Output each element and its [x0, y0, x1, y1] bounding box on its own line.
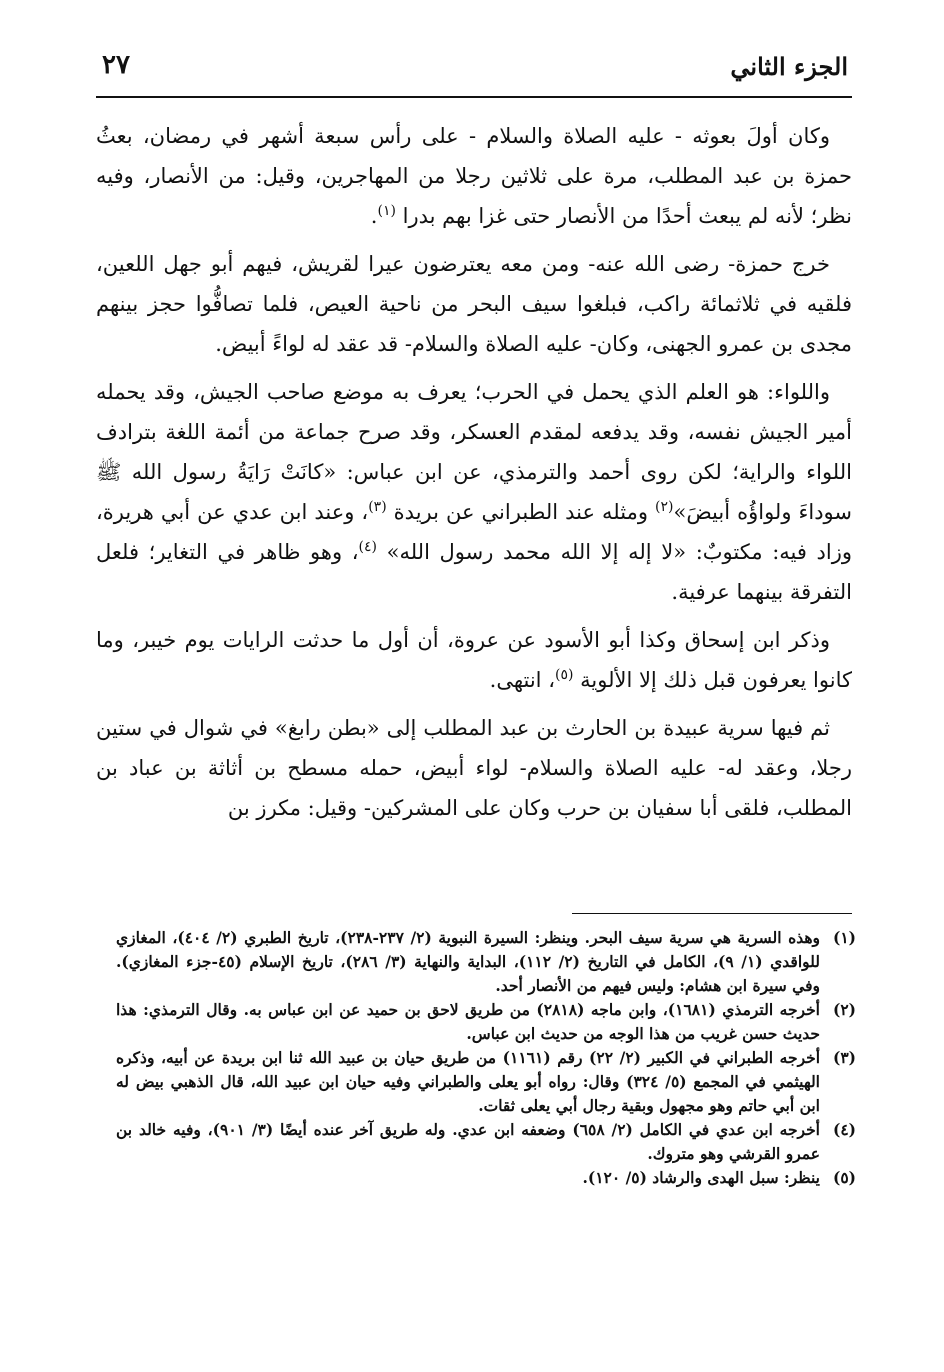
footnote-mark: (٤) [832, 1120, 856, 1139]
footnote-ref: (٣) [368, 499, 387, 515]
footnote-mark: (٣) [832, 1048, 856, 1067]
paragraph: خرج حمزة- رضى الله عنه- ومن معه يعترضون عيرا لقريش، فيهم أبو جهل اللعين، فلقيه في ثلاثمائة راكب، فبلغوا سيف البحر من ناحية العيص، فلما تصافُّوا حجز بينهم مجدى بن عمرو الجهنى، وكان- عليه الصلاة والسلام- قد عقد له لواءً أبيض. [96, 252, 852, 356]
paragraph: ثم فيها سرية عبيدة بن الحارث بن عبد المطلب إلى «بطن رابغ» في شوال في ستين رجلا، وعقد له- عليه الصلاة والسلام- لواء أبيض، حمله مسطح بن أثاثة بن عباد بن المطلب، فلقى أبا سفيان بن حرب وكان على المشركين- وقيل: مكرز بن [96, 716, 852, 820]
footnote-text: أخرجه الترمذي (١٦٨١)، وابن ماجه (٢٨١٨) من طريق لاحق بن حميد عن ابن عباس به. وقال الترمذي: هذا حديث حسن غريب من هذا الوجه من حديث ابن عباس. [116, 1000, 820, 1043]
paragraph: واللواء: هو العلم الذي يحمل في الحرب؛ يعرف به موضع صاحب الجيش، وقد يحمله أمير الجيش نفسه، وقد يدفعه لمقدم العسكر، وقد صرح جماعة من أئمة اللغة بترادف اللواء والراية؛ لكن روى أحمد والترمذي، عن ابن عباس: «كانَتْ رَايَةُ رسول الله ﷺ سوداءَ ولواؤُه أبيضَ»$^{(٢)}$ ومثله عند الطبراني عن بريدة $^{(٣)}$، وعند ابن عدي عن أبي هريرة، وزاد فيه: مكتوبٌ: «لا إله إلا الله محمد رسول الله» $^{(٤)}$، وهو ظاهر في التغاير؛ فلعل التفرقة بينهما عرفية. [96, 380, 853, 604]
page-header [96, 40, 852, 90]
footnote [116, 1118, 856, 1166]
footnote-text: وهذه السرية هي سرية سيف البحر. وينظر: السيرة النبوية (٢/ ٢٣٧-٢٣٨)، تاريخ الطبري (٢/ ٤٠٤)، المغازي للواقدي (١/ ٩)، الكامل في التاريخ (٢/ ١١٢)، البداية والنهاية (٣/ ٢٨٦)، تاريخ الإسلام (٤٥-جزء المغازي). وفي سيرة ابن هشام: وليس فيهم من الأنصار أحد. [116, 928, 821, 995]
main-text [96, 116, 852, 836]
footnote [116, 998, 856, 1046]
footnote-ref: (٢) [655, 499, 674, 515]
paragraph: وذكر ابن إسحاق وكذا أبو الأسود عن عروة، أن أول ما حدثت الرايات يوم خيبر، وما كانوا يعرفون قبل ذلك إلا الألوية $^{(٥)}$، انتهى. [96, 628, 852, 692]
footnote-ref: (١) [377, 203, 396, 219]
footnote-mark: (٢) [832, 1000, 856, 1019]
footnote [116, 1046, 856, 1118]
footnote-ref: (٥) [554, 667, 574, 683]
page-number: ٢٧ [102, 50, 130, 80]
footnote [116, 926, 856, 998]
running-head: الجزء الثاني [730, 52, 848, 81]
header-rule [96, 96, 852, 98]
footnote-mark: (١) [832, 928, 856, 947]
footnote-text: ينظر: سبل الهدى والرشاد (٥/ ١٢٠). [582, 1168, 820, 1187]
footnote-mark: (٥) [832, 1168, 856, 1187]
footnote-ref: (٤) [358, 539, 377, 555]
footnote-text: أخرجه ابن عدي في الكامل (٢/ ٦٥٨) وضعفه ابن عدي. وله طريق آخر عنده أيضًا (٣/ ٩٠١)، وفيه خالد بن عمرو القرشي وهو متروك. [116, 1120, 820, 1163]
footnotes [116, 926, 856, 1190]
footnote-text: أخرجه الطبراني في الكبير (٢/ ٢٢) رقم (١١٦١) من طريق حيان بن عبيد الله ثنا ابن بريدة عن أبيه، وذكره الهيثمي في المجمع (٥/ ٣٢٤) وقال: رواه أبو يعلى والطبراني وفيه حيان ابن عبيد الله، قال الذهبي بيض له ابن أبي حاتم وهو مجهول وبقية رجال أبي يعلى ثقات. [116, 1048, 821, 1115]
footnote [116, 1166, 856, 1190]
footnote-rule [572, 913, 852, 914]
paragraph: وكان أولَ بعوثه - عليه الصلاة والسلام - على رأس سبعة أشهر في رمضان، بعثُ حمزة بن عبد المطلب، مرة على ثلاثين رجلا من المهاجرين، وقيل: من الأنصار، وفيه نظر؛ لأنه لم يبعث أحدًا من الأنصار حتى غزا بهم بدرا $^{(١)}$. [96, 124, 852, 228]
